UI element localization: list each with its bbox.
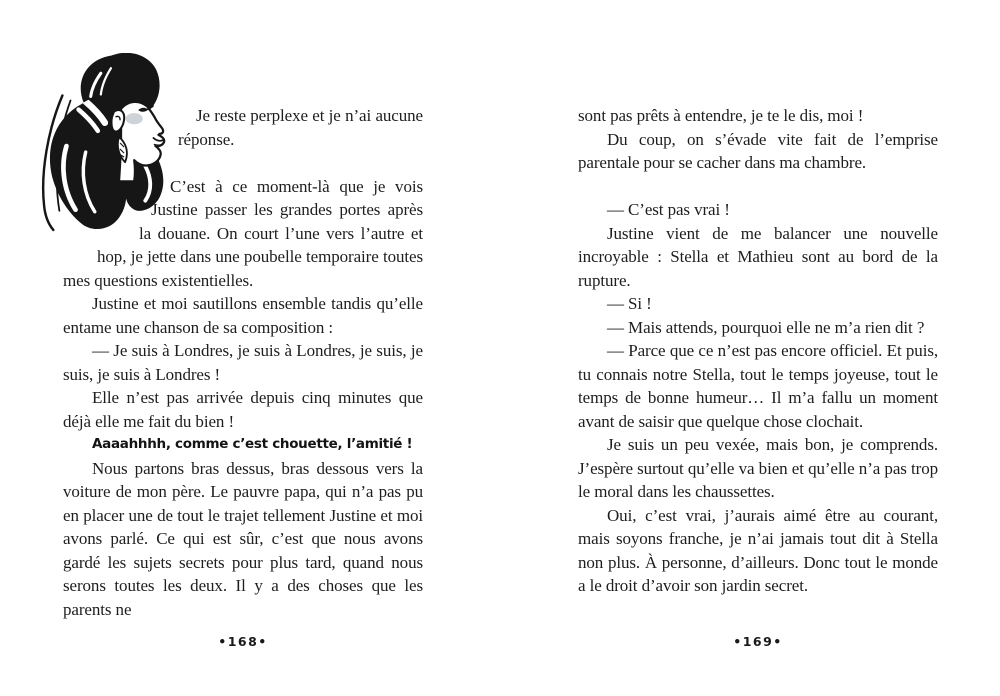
page-number-left: •168• xyxy=(218,634,268,649)
page-number-right: •169• xyxy=(733,634,783,649)
paragraph: Justine vient de me balancer une nouvelle incroyable : Stella et Mathieu sont au bord de la rupture. xyxy=(578,223,938,290)
dialogue-line: — Mais attends, pourquoi elle ne m’a rien dit ? xyxy=(607,317,925,337)
scene-break xyxy=(578,175,938,199)
paragraph: Je suis un peu vexée, mais bon, je comprends. J’espère surtout qu’elle va bien et qu’elle n’a pas trop le moral dans les chaussettes. xyxy=(578,435,938,501)
paragraph: Elle n’est pas arrivée depuis cinq minutes que déjà elle me fait du bien ! xyxy=(63,388,423,431)
dialogue-line: — Je suis à Londres, je suis à Londres, je suis, je suis, je suis à Londres ! xyxy=(63,341,423,384)
text-wrap-spacer xyxy=(63,128,178,152)
text-wrap-spacer xyxy=(63,175,170,199)
dialogue-line: — C’est pas vrai ! xyxy=(607,200,730,219)
text-wrap-spacer xyxy=(63,222,139,246)
dialogue-line: — Si ! xyxy=(607,294,652,313)
text-wrap-spacer xyxy=(63,198,151,222)
paragraph: Oui, c’est vrai, j’aurais aimé être au courant, mais soyons franche, je n’ai jamais tout dit à Stella non plus. À personne, d’ailleurs. Donc tout le monde a le droit d’avoir son jardin secret. xyxy=(578,505,938,595)
dialogue-line: — Parce que ce n’est pas encore officiel. Et puis, tu connais notre Stella, tout le temps joyeuse, tout le temps de bonne humeur… Il m’a fallu un moment avant de saisir que quelque chose clochait. xyxy=(578,341,938,431)
right-page xyxy=(500,0,1000,696)
paragraph: Je reste perplexe et je n’ai aucune réponse. xyxy=(178,106,423,149)
paragraph: Nous partons bras dessus, bras dessous vers la voiture de mon père. Le pauvre papa, qui n’a pas pu en placer une de tout le trajet tellement Justine et moi avons parlé. Ce qui est sûr, c’est que nous avons gardé les sujets secrets pour plus tard, quand nous serons toutes les deux. Il y a des choses que les parents ne xyxy=(63,458,423,619)
paragraph: Du coup, on s’évade vite fait de l’emprise parentale pour se cacher dans ma chambre. xyxy=(578,129,938,172)
handwritten-exclamation: Aaaahhhh, comme c’est chouette, l’amitié ! xyxy=(92,436,413,452)
paragraph: C’est à ce moment-là que je vois Justine passer les grandes portes après la douane. On court l’une vers l’autre et hop, je jette dans une poubelle temporaire toutes mes questions existentielles. xyxy=(63,176,423,290)
right-page-text-column xyxy=(578,104,938,598)
text-wrap-spacer xyxy=(63,104,196,128)
text-wrap-spacer xyxy=(63,245,97,269)
paragraph: Justine et moi sautillons ensemble tandis qu’elle entame une chanson de sa composition : xyxy=(63,294,423,337)
text-wrap-spacer xyxy=(63,151,173,175)
paragraph: sont pas prêts à entendre, je te le dis, moi ! xyxy=(578,106,864,125)
left-page-text-column xyxy=(63,104,423,621)
